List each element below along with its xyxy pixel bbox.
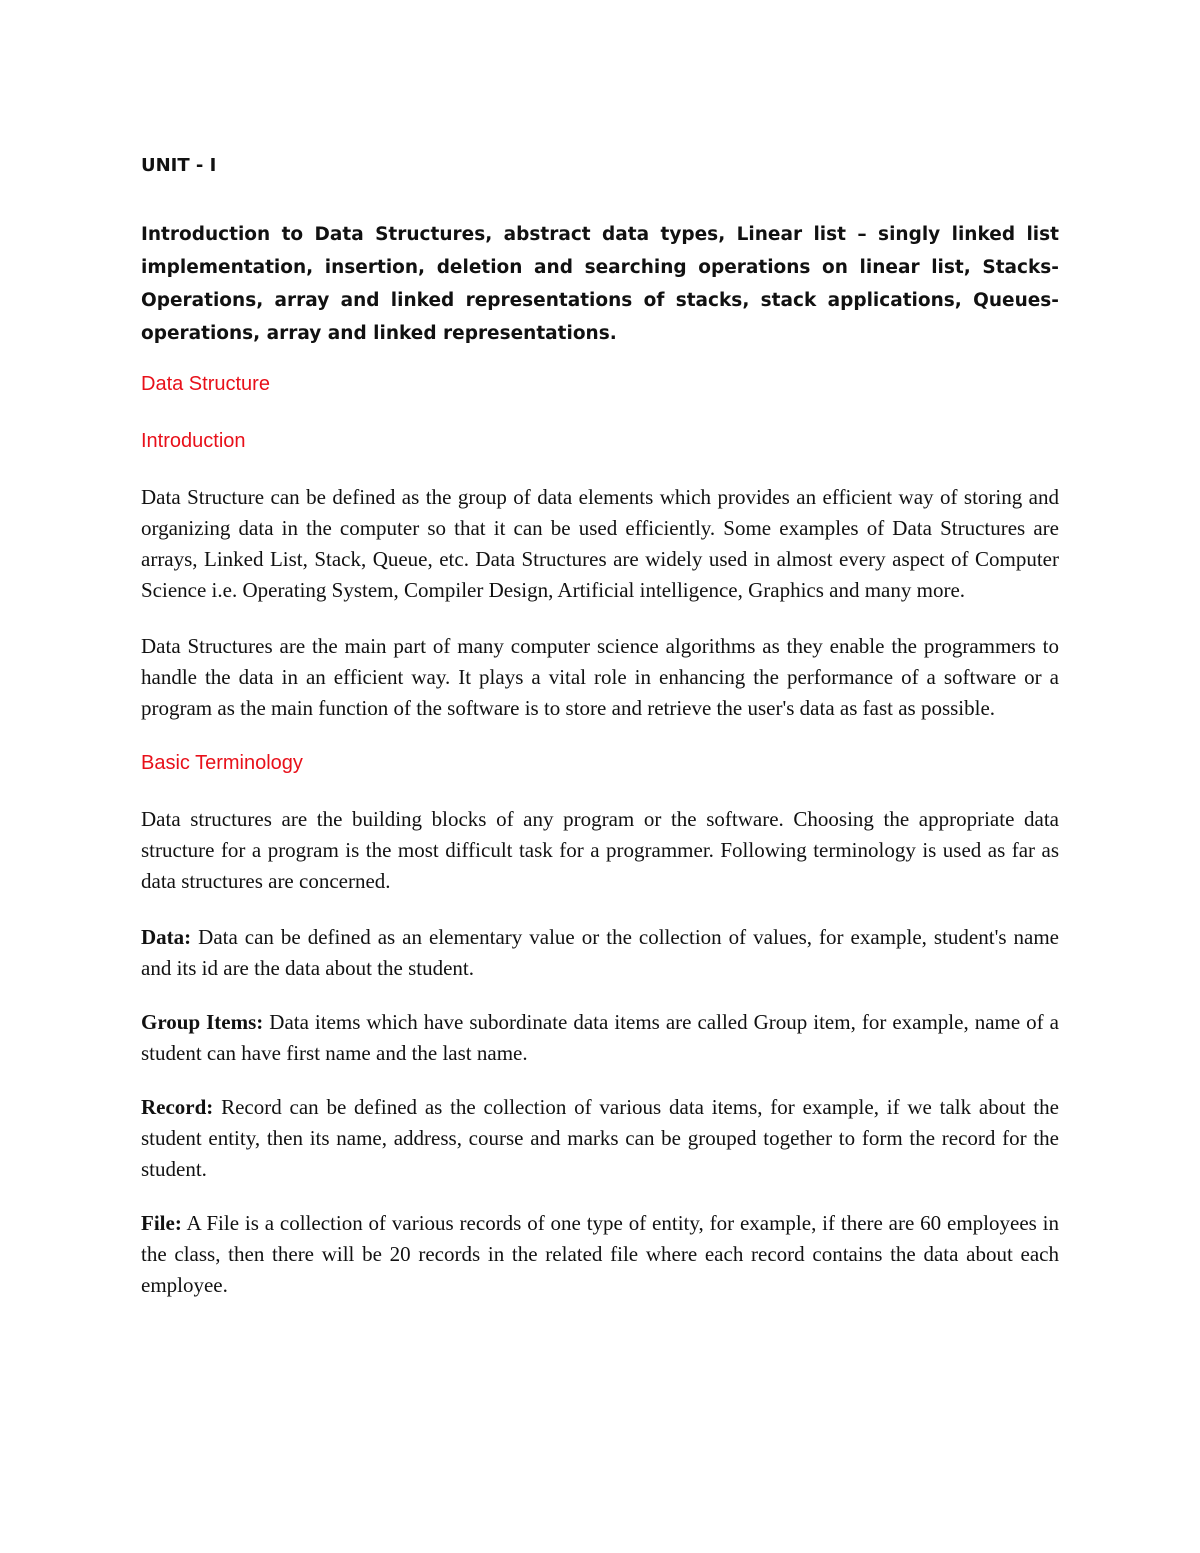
intro-paragraph-2: Data Structures are the main part of many computer science algorithms as they enable the programmers to handle the data in an efficient way. It plays a vital role in enhancing the performance of a software or a program as the main function of the software is to store and retrieve the user's data as fast as possible. xyxy=(141,634,1059,720)
intro-bold-term: Data Structure xyxy=(141,485,265,509)
term-definition: Record can be defined as the collection of various data items, for example, if we talk about the student entity, then its name, address, course and marks can be grouped together to form the record for the student. xyxy=(141,1095,1059,1181)
terminology-intro: Data structures are the building blocks of any program or the software. Choosing the appropriate data structure for a program is the most difficult task for a programmer. Following terminology is used as far as data structures are concerned. xyxy=(141,807,1059,893)
document-page xyxy=(141,150,1059,1324)
heading-basic-terminology: Basic Terminology xyxy=(141,752,303,774)
term-label: File: xyxy=(141,1211,182,1235)
unit-title: UNIT - I xyxy=(141,155,217,176)
term-definition: Data can be defined as an elementary value or the collection of values, for example, student's name and its id are the data about the student. xyxy=(141,925,1059,980)
term-label: Data: xyxy=(141,925,192,949)
syllabus-summary: Introduction to Data Structures, abstract data types, Linear list – singly linked list implementation, insertion, deletion and searching operations on linear list, Stacks-Operations, array and linked representations of stacks, stack applications, Queues-operations, array and linked representations. xyxy=(141,224,1059,344)
term-label: Group Items: xyxy=(141,1010,264,1034)
term-definition: Data items which have subordinate data items are called Group item, for example, name of a student can have first name and the last name. xyxy=(141,1010,1059,1065)
term-data xyxy=(141,922,1059,984)
term-group-items xyxy=(141,1007,1059,1069)
term-file xyxy=(141,1208,1059,1301)
heading-introduction: Introduction xyxy=(141,430,246,452)
intro-paragraph-1 xyxy=(141,482,1059,606)
intro-paragraph-1-text: can be defined as the group of data elements which provides an efficient way of storing and organizing data in the computer so that it can be used efficiently. Some examples of Data Structures are arrays, Linked List, Stack, Queue, etc. Data Structures are widely used in almost every aspect of Computer Science i.e. Operating System, Compiler Design, Artificial intelligence, Graphics and many more. xyxy=(141,485,1059,602)
term-definition: A File is a collection of various records of one type of entity, for example, if there are 60 employees in the class, then there will be 20 records in the related file where each record contains the data about each employee. xyxy=(141,1211,1059,1297)
term-label: Record: xyxy=(141,1095,214,1119)
term-record xyxy=(141,1092,1059,1185)
heading-data-structure: Data Structure xyxy=(141,373,270,395)
